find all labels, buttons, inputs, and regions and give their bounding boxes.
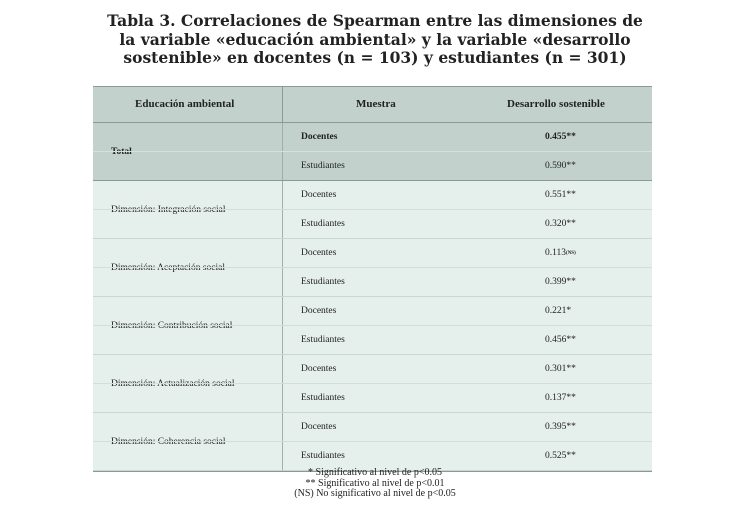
table-row xyxy=(93,181,652,209)
title-line-2: la variable «educación ambiental» y la variable «desarrollo xyxy=(119,29,631,49)
value-cell: 0.525** xyxy=(545,451,576,461)
value-cell: 0.395** xyxy=(545,422,576,432)
table-group-aceptacion xyxy=(93,239,652,297)
header-column-divider xyxy=(282,87,283,122)
value-cell: 0.301** xyxy=(545,364,576,374)
table-group-coherencia xyxy=(93,413,652,471)
table-row xyxy=(93,209,652,238)
sample-cell: Docentes xyxy=(301,248,337,258)
sample-cell: Docentes xyxy=(301,422,337,432)
group-label: Total xyxy=(111,146,132,157)
sample-cell: Docentes xyxy=(301,132,338,142)
table-group-contribucion xyxy=(93,297,652,355)
table-row xyxy=(93,355,652,383)
table-row xyxy=(93,239,652,267)
table-row xyxy=(93,383,652,412)
sample-cell: Estudiantes xyxy=(301,219,345,229)
group-label: Dimensión: Integración social xyxy=(111,204,226,215)
correlation-table xyxy=(93,86,652,472)
title-line-3: sostenible» en docentes (n = 103) y estudiantes (n = 301) xyxy=(123,48,627,67)
header-desarrollo-sostenible: Desarrollo sostenible xyxy=(507,98,605,110)
sample-cell: Docentes xyxy=(301,190,337,200)
value-cell: 0.551** xyxy=(545,190,576,200)
table-row xyxy=(93,325,652,354)
sample-cell: Estudiantes xyxy=(301,451,345,461)
table-row xyxy=(93,441,652,470)
header-muestra: Muestra xyxy=(356,98,396,110)
sample-cell: Docentes xyxy=(301,364,337,374)
table-group-actualizacion xyxy=(93,355,652,413)
sample-cell: Docentes xyxy=(301,306,337,316)
table-notes xyxy=(0,468,750,500)
table-row xyxy=(93,123,652,151)
value-cell: 0.221* xyxy=(545,306,572,316)
sample-cell: Estudiantes xyxy=(301,161,345,171)
value-cell: 0.137** xyxy=(545,393,576,403)
value-cell: 0.590** xyxy=(545,161,576,171)
sample-cell: Estudiantes xyxy=(301,335,345,345)
value-cell: 0.455** xyxy=(545,132,576,142)
note-line-1: * Significativo al nivel de p<0.05 xyxy=(308,467,442,478)
group-label: Dimensión: Aceptación social xyxy=(111,262,225,273)
sample-cell: Estudiantes xyxy=(301,393,345,403)
value-cell: 0.456** xyxy=(545,335,576,345)
group-label: Dimensión: Coherencia social xyxy=(111,436,226,447)
title-line-1: Tabla 3. Correlaciones de Spearman entre las dimensiones de xyxy=(107,11,643,30)
table-row xyxy=(93,267,652,296)
table-group-total xyxy=(93,123,652,181)
table-row xyxy=(93,151,652,180)
sample-cell: Estudiantes xyxy=(301,277,345,287)
note-line-2: ** Significativo al nivel de p<0.01 xyxy=(305,477,445,489)
value-cell: 0.113 (NS) xyxy=(545,248,576,258)
table-title xyxy=(0,12,750,68)
table-header-row xyxy=(93,86,652,123)
value-cell: 0.399** xyxy=(545,277,576,287)
table-row xyxy=(93,297,652,325)
group-label: Dimensión: Contribución social xyxy=(111,320,233,331)
significance-superscript: (NS) xyxy=(566,250,576,256)
note-line-3: (NS) No significativo al nivel de p<0.05 xyxy=(294,488,456,499)
table-row xyxy=(93,413,652,441)
group-label: Dimensión: Actualización social xyxy=(111,378,235,389)
table-group-integracion xyxy=(93,181,652,239)
header-educacion-ambiental: Educación ambiental xyxy=(135,98,235,110)
value-cell: 0.320** xyxy=(545,219,576,229)
